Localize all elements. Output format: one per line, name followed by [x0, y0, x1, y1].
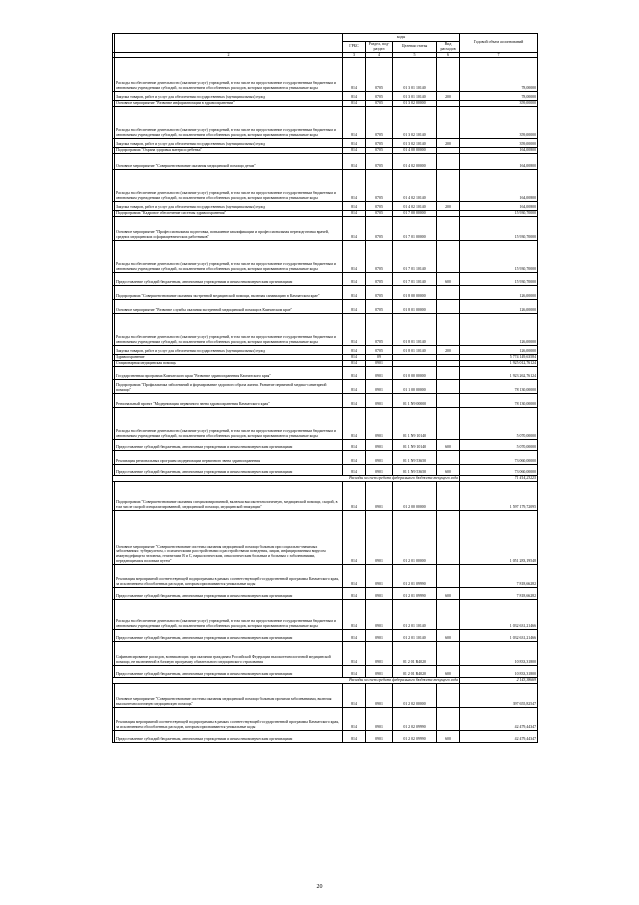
row-expense-type: 600: [437, 665, 460, 677]
row-grbs: 814: [343, 707, 366, 730]
row-target: 01 8 00 00000: [393, 285, 437, 299]
row-amount: 5 070,00000: [460, 407, 538, 439]
table-row: [113, 313, 538, 345]
row-section: 0705: [366, 91, 393, 100]
row-expense-type: [437, 407, 460, 439]
table-row: [113, 665, 538, 677]
row-description: Реализация региональных программ модернизации первичного звена здравоохранения: [115, 450, 343, 464]
row-grbs: 814: [343, 683, 366, 707]
row-section: 0705: [366, 240, 393, 272]
row-target: 01 0 00 00000: [393, 366, 437, 379]
column-index: 2: [115, 52, 343, 57]
row-section: 0901: [366, 665, 393, 677]
row-target: 01 4 02 00000: [393, 153, 437, 169]
page-number: 20: [316, 884, 323, 890]
row-section: 0901: [366, 379, 393, 393]
row-grbs: 814: [343, 481, 366, 510]
row-section: 0705: [366, 272, 393, 285]
row-amount: 164,00800: [460, 153, 538, 169]
column-index: 5: [393, 52, 437, 57]
row-description: Подпрограмма "Профилактика заболеваний и формирование здорового образа жизни. Развитие первичной медико-санитарной помощи": [115, 379, 343, 393]
row-section: 0705: [366, 169, 393, 201]
row-section: 0901: [366, 641, 393, 665]
row-grbs: 814: [343, 100, 366, 106]
row-description: Расходы на обеспечение деятельности (оказание услуг) учреждений, в том числе на предоставление государственным бюджетным и автономным учреждениям субсидий, за исключением обособленных расходов, которым присваиваются уникальные коды: [115, 599, 343, 629]
row-amount: 78,00000: [460, 57, 538, 91]
row-target: 01 8 01 00000: [393, 299, 437, 313]
table-row: [113, 393, 538, 407]
row-expense-type: [437, 450, 460, 464]
row-description: Закупка товаров, работ и услуг для обеспечения государственных (муниципальных) нужд: [115, 138, 343, 147]
row-description: Основное мероприятие "Развитие службы оказания экстренной медицинской помощи в Камчатском крае": [115, 299, 343, 313]
row-amount: 1 923 262,76124: [460, 366, 538, 379]
row-target: 01 3 01 10140: [393, 91, 437, 100]
row-amount: 10 833,31800: [460, 641, 538, 665]
row-target: 01 3 01 10140: [393, 57, 437, 91]
header-section: Раздел, под-раздел: [366, 42, 393, 53]
row-expense-type: 600: [437, 587, 460, 599]
table-row: [113, 439, 538, 450]
row-amount: 164,00800: [460, 201, 538, 210]
row-description: Закупка товаров, работ и услуг для обеспечения государственных (муниципальных) нужд: [115, 345, 343, 354]
row-expense-type: [437, 366, 460, 379]
row-target: 01 2 02 09990: [393, 730, 437, 742]
row-expense-type: 200: [437, 138, 460, 147]
row-target: 01 1 N9 53650: [393, 464, 437, 475]
row-amount: 359,00000: [460, 138, 538, 147]
row-amount: 126,00000: [460, 345, 538, 354]
row-description: Основное мероприятие "Совершенствование системы оказания медицинской помощи больным прочими заболеваниями, включая высокотехнологичную медицинскую помощь": [115, 683, 343, 707]
row-target: 01 2 02 09990: [393, 707, 437, 730]
table-row: [113, 138, 538, 147]
row-target: 01 7 00 00000: [393, 210, 437, 216]
row-description: Основное мероприятие "Развитие информатизации в здравоохранении": [115, 100, 343, 106]
row-section: 0901: [366, 360, 393, 366]
row-section: 0901: [366, 587, 393, 599]
table-row: [113, 599, 538, 629]
table-row: [113, 169, 538, 201]
row-description: Основное мероприятие "Совершенствование системы оказания медицинской помощи больным при социально-значимых заболеваниях: туберкулезом, с психическими расстройствами и расстройствами поведения, лицам, инфицированным вирусом иммунодефицита человека, гепатитами B и C, наркологическим, онкологическим больным и больным с заболеваниями, передающимися половым путем": [115, 510, 343, 564]
row-amount: 15 930,70000: [460, 216, 538, 240]
row-amount: 1 051 283,19548: [460, 510, 538, 564]
row-description: Расходы на обеспечение деятельности (оказание услуг) учреждений, в том числе на предоставление государственным бюджетным и автономным учреждениям субсидий, за исключением обособленных расходов, которым присваиваются уникальные коды: [115, 407, 343, 439]
row-grbs: 814: [343, 57, 366, 91]
header-grbs: ГРБС: [343, 42, 366, 53]
row-section: 0705: [366, 210, 393, 216]
row-target: 01 1 N9 00000: [393, 393, 437, 407]
row-target: 01 2 01 09990: [393, 587, 437, 599]
row-target: 01 2 02 00000: [393, 683, 437, 707]
row-amount: 10 833,31800: [460, 665, 538, 677]
row-section: 0705: [366, 57, 393, 91]
row-target: 01 2 01 09990: [393, 564, 437, 587]
row-amount: 359,00000: [460, 106, 538, 138]
row-target: 01 2 01 10140: [393, 629, 437, 641]
row-target: 01 1 N9 53650: [393, 450, 437, 464]
row-expense-type: [437, 285, 460, 299]
row-target: 01 3 02 00000: [393, 100, 437, 106]
table-row: [113, 216, 538, 240]
row-description: Подпрограмма "Охрана здоровья матери и ребенка": [115, 147, 343, 153]
row-amount: 73 060,00000: [460, 450, 538, 464]
row-grbs: 814: [343, 169, 366, 201]
row-amount: 78,00000: [460, 91, 538, 100]
table-row: [113, 345, 538, 354]
row-grbs: 814: [343, 510, 366, 564]
row-amount: 126,00000: [460, 299, 538, 313]
row-target: 01 1 N9 10140: [393, 439, 437, 450]
table-row: [113, 587, 538, 599]
row-amount: 164,00800: [460, 169, 538, 201]
row-section: 0901: [366, 510, 393, 564]
row-target: 01 7 01 10140: [393, 272, 437, 285]
row-description: Предоставление субсидий бюджетным, автономным учреждениям и иным некоммерческим организациям: [115, 629, 343, 641]
row-section: 0901: [366, 599, 393, 629]
row-description: Закупка товаров, работ и услуг для обеспечения государственных (муниципальных) нужд: [115, 91, 343, 100]
row-target: 01 4 00 00000: [393, 147, 437, 153]
row-description: Подпрограмма "Совершенствование оказания специализированной, включая высокотехнологичную, медицинской помощи, скорой, в том числе скорой специализированной, медицинской помощи, медицинской эвакуации": [115, 481, 343, 510]
table-row: [113, 299, 538, 313]
row-grbs: 814: [343, 153, 366, 169]
row-expense-type: 600: [437, 272, 460, 285]
table-header: [113, 34, 538, 58]
row-amount: 359,00000: [460, 100, 538, 106]
table-row: [113, 683, 538, 707]
table-row: [113, 106, 538, 138]
row-expense-type: [437, 510, 460, 564]
row-expense-type: [437, 169, 460, 201]
row-section: 0901: [366, 730, 393, 742]
row-amount: 5 070,00000: [460, 439, 538, 450]
table-row: [113, 379, 538, 393]
row-grbs: 814: [343, 216, 366, 240]
table-row: [113, 153, 538, 169]
note-text: Расходы за счет средств федерального бюджета текущего года: [113, 475, 460, 481]
row-amount: 1 925 012,76124: [460, 360, 538, 366]
row-amount: 15 930,70000: [460, 240, 538, 272]
header-description: [115, 34, 343, 53]
row-description: Расходы на обеспечение деятельности (оказание услуг) учреждений, в том числе на предоставление государственным бюджетным и автономным учреждениям субсидий, за исключением обособленных расходов, которым присваиваются уникальные коды: [115, 240, 343, 272]
table-row: [113, 91, 538, 100]
row-section: 0705: [366, 345, 393, 354]
row-description: Расходы на обеспечение деятельности (оказание услуг) учреждений, в том числе на предоставление государственным бюджетным и автономным учреждениям субсидий, за исключением обособленных расходов, которым присваиваются уникальные коды: [115, 106, 343, 138]
row-amount: 78 130,00000: [460, 379, 538, 393]
row-expense-type: [437, 393, 460, 407]
row-expense-type: [437, 641, 460, 665]
row-grbs: 814: [343, 272, 366, 285]
table-row: [113, 464, 538, 475]
row-expense-type: [437, 153, 460, 169]
row-expense-type: [437, 216, 460, 240]
row-section: 0901: [366, 564, 393, 587]
row-section: 0705: [366, 299, 393, 313]
row-expense-type: [437, 707, 460, 730]
row-description: Предоставление субсидий бюджетным, автономным учреждениям и иным некоммерческим организациям: [115, 464, 343, 475]
row-expense-type: [437, 106, 460, 138]
row-grbs: 814: [343, 641, 366, 665]
table-row: [113, 201, 538, 210]
header-expense-type: Вид расходов: [437, 42, 460, 53]
row-amount: 15 930,70000: [460, 210, 538, 216]
row-description: Основное мероприятие "Совершенствование оказания медицинской помощи детям": [115, 153, 343, 169]
row-description: Предоставление субсидий бюджетным, автономным учреждениям и иным некоммерческим организациям: [115, 272, 343, 285]
row-grbs: 814: [343, 587, 366, 599]
table-row: [113, 407, 538, 439]
row-target: 01 4 02 10140: [393, 169, 437, 201]
budget-sheet: [112, 33, 537, 743]
row-description: Расходы на обеспечение деятельности (оказание услуг) учреждений, в том числе на предоставление государственным бюджетным и автономным учреждениям субсидий, за исключением обособленных расходов, которым присваиваются уникальные коды: [115, 313, 343, 345]
row-description: Предоставление субсидий бюджетным, автономным учреждениям и иным некоммерческим организациям: [115, 665, 343, 677]
row-section: 0901: [366, 707, 393, 730]
row-section: 09: [366, 354, 393, 360]
row-grbs: 814: [343, 366, 366, 379]
note-text: Расходы за счет средств федерального бюджета текущего года: [113, 677, 460, 683]
row-target: 01 7 01 00000: [393, 216, 437, 240]
row-grbs: 814: [343, 138, 366, 147]
row-target: 01 2 01 R4020: [393, 641, 437, 665]
row-section: 0901: [366, 393, 393, 407]
table-row: [113, 366, 538, 379]
table-row: [113, 510, 538, 564]
row-amount: 42 479,44347: [460, 707, 538, 730]
row-grbs: 814: [343, 564, 366, 587]
row-section: 0901: [366, 464, 393, 475]
table-row: [113, 285, 538, 299]
row-description: Здравоохранение: [115, 354, 343, 360]
row-section: 0705: [366, 153, 393, 169]
row-section: 0705: [366, 201, 393, 210]
row-section: 0901: [366, 629, 393, 641]
row-amount: 1 032 631,21466: [460, 599, 538, 629]
note-amount: 71 414,23225: [460, 475, 538, 481]
row-expense-type: 600: [437, 730, 460, 742]
row-grbs: 814: [343, 313, 366, 345]
row-grbs: 814: [343, 299, 366, 313]
row-section: 0705: [366, 106, 393, 138]
row-grbs: 814: [343, 464, 366, 475]
row-target: 01 2 01 00000: [393, 510, 437, 564]
table-row: [113, 240, 538, 272]
row-target: 01 1 N9 10140: [393, 407, 437, 439]
table-row: [113, 57, 538, 91]
row-target: 01 8 01 10140: [393, 313, 437, 345]
row-expense-type: 200: [437, 91, 460, 100]
row-description: Расходы на обеспечение деятельности (оказание услуг) учреждений, в том числе на предоставление государственным бюджетным и автономным учреждениям субсидий, за исключением обособленных расходов, которым присваиваются уникальные коды: [115, 57, 343, 91]
row-description: Региональный проект "Модернизация первичного звена здравоохранения Камчатского края": [115, 393, 343, 407]
row-grbs: 814: [343, 106, 366, 138]
table-row: [113, 450, 538, 464]
row-grbs: 814: [343, 730, 366, 742]
row-expense-type: [437, 240, 460, 272]
row-expense-type: [437, 313, 460, 345]
row-description: Расходы на обеспечение деятельности (оказание услуг) учреждений, в том числе на предоставление государственным бюджетным и автономным учреждениям субсидий, за исключением обособленных расходов, которым присваиваются уникальные коды: [115, 169, 343, 201]
budget-table: [112, 33, 538, 743]
row-section: 0705: [366, 313, 393, 345]
row-amount: 15 930,70000: [460, 272, 538, 285]
table-row: [113, 730, 538, 742]
table-row: [113, 564, 538, 587]
row-section: 0705: [366, 285, 393, 299]
row-amount: 78 130,00000: [460, 393, 538, 407]
row-grbs: 814: [343, 393, 366, 407]
row-amount: 126,00000: [460, 313, 538, 345]
row-expense-type: 600: [437, 439, 460, 450]
row-grbs: 814: [343, 147, 366, 153]
row-description: Реализация мероприятий соответствующей подпрограммы в рамках соответствующей государственной программы Камчатского края, за исключением обособленных расходов, которым присваиваются уникальные коды: [115, 707, 343, 730]
row-grbs: 814: [343, 599, 366, 629]
row-section: 0901: [366, 407, 393, 439]
row-target: 01 3 02 10140: [393, 106, 437, 138]
header-codes: коды: [343, 34, 460, 42]
row-expense-type: 200: [437, 345, 460, 354]
row-grbs: 814: [343, 629, 366, 641]
header-target: Целевая статья: [393, 42, 437, 53]
row-amount: 1 597 179,72095: [460, 481, 538, 510]
table-row: [113, 641, 538, 665]
row-expense-type: [437, 564, 460, 587]
row-target: 01 2 01 10140: [393, 599, 437, 629]
row-section: 0705: [366, 216, 393, 240]
table-row: [113, 629, 538, 641]
row-grbs: 814: [343, 240, 366, 272]
row-amount: 42 479,44347: [460, 730, 538, 742]
column-index: 7: [460, 52, 538, 57]
row-section: 0901: [366, 366, 393, 379]
row-expense-type: [437, 481, 460, 510]
note-amount: 2 143,38669: [460, 677, 538, 683]
row-target: 01 1 00 00000: [393, 379, 437, 393]
row-expense-type: [437, 379, 460, 393]
row-target: 01 4 02 10140: [393, 201, 437, 210]
row-amount: 1 032 631,21466: [460, 629, 538, 641]
row-description: Подпрограмма "Совершенствование оказания экстренной медицинской помощи, включая санавиацию в Камчатском крае": [115, 285, 343, 299]
row-target: 01 3 02 10140: [393, 138, 437, 147]
row-section: 0901: [366, 450, 393, 464]
table-row: [113, 481, 538, 510]
row-description: Стационарная медицинская помощь: [115, 360, 343, 366]
row-grbs: 814: [343, 360, 366, 366]
row-grbs: 814: [343, 379, 366, 393]
column-index: 3: [343, 52, 366, 57]
row-expense-type: 600: [437, 464, 460, 475]
table-row: [113, 707, 538, 730]
row-grbs: 814: [343, 354, 366, 360]
row-section: 0705: [366, 100, 393, 106]
row-grbs: 814: [343, 407, 366, 439]
row-grbs: 814: [343, 665, 366, 677]
row-description: Закупка товаров, работ и услуг для обеспечения государственных (муниципальных) нужд: [115, 201, 343, 210]
row-grbs: 814: [343, 285, 366, 299]
row-grbs: 814: [343, 439, 366, 450]
header-amount: Годовой объем ассигнований: [460, 34, 538, 53]
row-description: Предоставление субсидий бюджетным, автономным учреждениям и иным некоммерческим организациям: [115, 587, 343, 599]
row-target: 01 2 00 00000: [393, 481, 437, 510]
table-body: [113, 57, 538, 742]
row-expense-type: 600: [437, 629, 460, 641]
row-amount: 126,00000: [460, 285, 538, 299]
row-description: Софинансирование расходов, возникающих при оказании гражданам Российской Федерации высокотехнологичной медицинской помощи, не включенной в базовую программу обязательного медицинского страхования: [115, 641, 343, 665]
row-section: 0705: [366, 147, 393, 153]
row-amount: 164,00800: [460, 147, 538, 153]
column-index: 4: [366, 52, 393, 57]
row-amount: 7 818,66282: [460, 564, 538, 587]
row-grbs: 814: [343, 91, 366, 100]
row-amount: 5 774 149,63584: [460, 354, 538, 360]
row-amount: 73 060,00000: [460, 464, 538, 475]
row-expense-type: 200: [437, 201, 460, 210]
row-grbs: 814: [343, 210, 366, 216]
table-row: [113, 272, 538, 285]
row-target: 01 2 01 R4020: [393, 665, 437, 677]
row-amount: 7 818,66282: [460, 587, 538, 599]
row-section: 0705: [366, 138, 393, 147]
row-description: Основное мероприятие "Профессиональная подготовка, повышение квалификации и профессиональная переподготовка врачей, средних медицинских и фармацевтических работников": [115, 216, 343, 240]
row-section: 0901: [366, 683, 393, 707]
row-grbs: 814: [343, 450, 366, 464]
row-expense-type: [437, 299, 460, 313]
row-amount: 397 655,82547: [460, 683, 538, 707]
row-expense-type: [437, 57, 460, 91]
row-description: Реализация мероприятий соответствующей подпрограммы в рамках соответствующей государственной программы Камчатского края, за исключением обособленных расходов, которым присваиваются уникальные коды: [115, 564, 343, 587]
row-grbs: 814: [343, 201, 366, 210]
row-section: 0901: [366, 439, 393, 450]
row-expense-type: [437, 599, 460, 629]
row-section: 0901: [366, 481, 393, 510]
row-description: Подпрограмма "Кадровое обеспечение системы здравоохранения": [115, 210, 343, 216]
row-description: Предоставление субсидий бюджетным, автономным учреждениям и иным некоммерческим организациям: [115, 439, 343, 450]
row-expense-type: [437, 683, 460, 707]
row-target: 01 7 01 10140: [393, 240, 437, 272]
row-description: Предоставление субсидий бюджетным, автономным учреждениям и иным некоммерческим организациям: [115, 730, 343, 742]
row-target: 01 8 01 10140: [393, 345, 437, 354]
row-description: Государственная программа Камчатского края "Развитие здравоохранения Камчатского края": [115, 366, 343, 379]
row-grbs: 814: [343, 345, 366, 354]
column-index: 6: [437, 52, 460, 57]
